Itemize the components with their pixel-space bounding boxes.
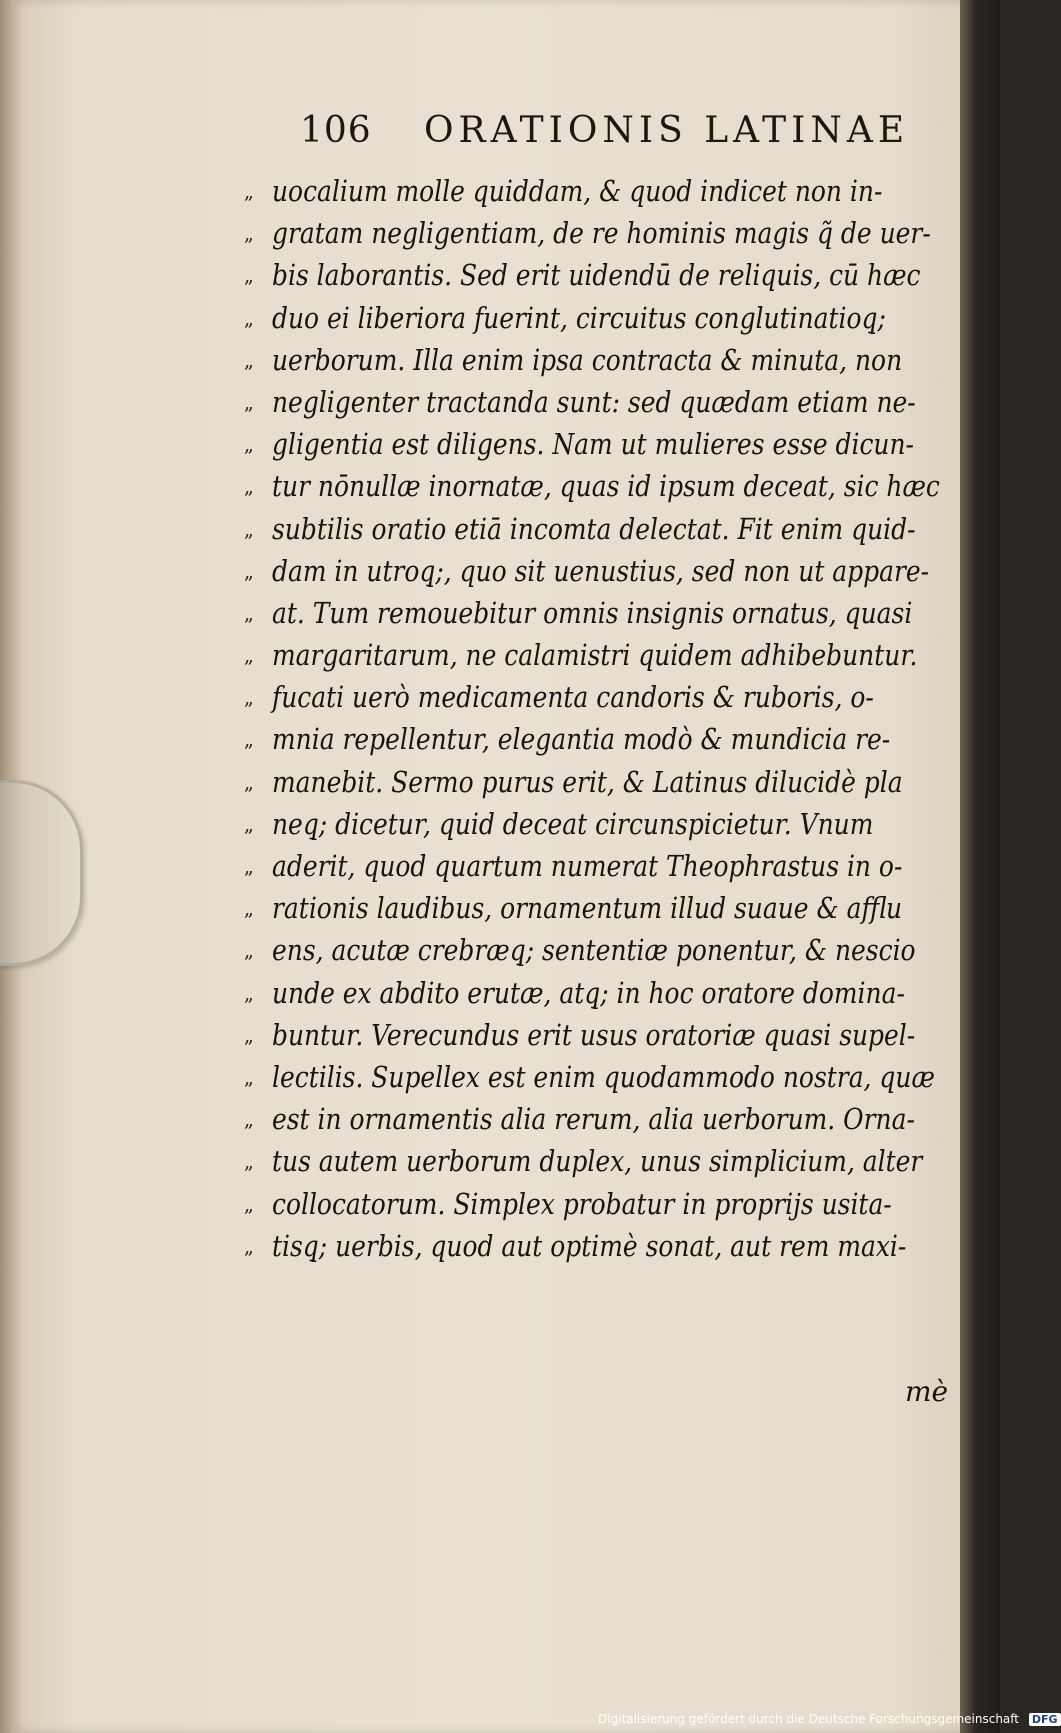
quotation-marker: „ — [244, 432, 254, 457]
line-text: neq̧; dicetur, quid deceat circunspicietur. Vnum — [272, 806, 874, 841]
quotation-marker: „ — [244, 1107, 254, 1132]
text-line — [244, 212, 931, 254]
text-line — [244, 508, 916, 550]
line-text: unde ex abdito erutæ, atq̧; in hoc oratore domina- — [272, 975, 905, 1010]
catchword: mè — [905, 1375, 949, 1408]
text-line — [244, 297, 886, 339]
quotation-marker: „ — [244, 1233, 254, 1258]
quotation-marker: „ — [244, 980, 254, 1005]
text-line — [244, 929, 916, 971]
text-line — [244, 634, 918, 676]
line-text: margaritarum, ne calamistri quidem adhibebuntur. — [272, 638, 918, 673]
line-text: collocatorum. Simplex probatur in proprijs usita- — [272, 1186, 892, 1221]
text-line — [244, 1225, 907, 1267]
quotation-marker: „ — [244, 685, 254, 710]
text-line — [244, 803, 874, 845]
quotation-marker: „ — [244, 1191, 254, 1216]
scan-edge — [960, 0, 1000, 1733]
line-text: lectilis. Supellex est enim quodammodo nostra, quæ — [272, 1059, 935, 1094]
dfg-logo: DFG — [1029, 1713, 1061, 1726]
line-text: tur nōnullæ inornatæ, quas id ipsum deceat, sic hæc — [272, 469, 940, 504]
text-line — [244, 1014, 916, 1056]
line-text: gligentia est diligens. Nam ut mulieres esse dicun- — [272, 427, 914, 462]
quotation-marker: „ — [244, 347, 254, 372]
quotation-marker: „ — [244, 474, 254, 499]
line-text: tisq̧; uerbis, quod aut optimè sonat, aut rem maxi- — [272, 1228, 907, 1263]
text-line — [244, 423, 914, 465]
quotation-marker: „ — [244, 727, 254, 752]
text-line — [244, 972, 905, 1014]
line-text: negligenter tractanda sunt: sed quædam etiam ne- — [272, 384, 916, 419]
line-text: aderit, quod quartum numerat Theophrastus in o- — [272, 849, 903, 883]
credit-text: Digitalisierung gefördert durch die Deutsche Forschungsgemeinschaft — [598, 1712, 1020, 1726]
line-text: gratam negligentiam, de re hominis magis q̃ de uer- — [272, 216, 931, 251]
line-text: ens, acutæ crebræq̧; sententiæ ponentur, & nescio — [272, 933, 916, 968]
line-text: at. Tum remouebitur omnis insignis ornatus, quasi — [272, 595, 913, 630]
text-line — [244, 887, 903, 929]
line-text: tus autem uerborum duplex, unus simplicium, alter — [272, 1144, 923, 1179]
quotation-marker: „ — [244, 811, 254, 836]
line-text: uocalium molle quiddam, & quod indicet non in- — [272, 174, 883, 208]
quotation-marker: „ — [244, 643, 254, 668]
page-holder-clip — [0, 780, 83, 966]
quotation-marker: „ — [244, 854, 254, 878]
quotation-marker: „ — [244, 263, 254, 288]
text-line — [244, 170, 883, 212]
line-text: buntur. Verecundus erit usus oratoriæ quasi supel- — [272, 1017, 916, 1052]
text-line — [244, 1056, 935, 1098]
text-line — [244, 1183, 892, 1225]
text-line — [244, 761, 903, 803]
quotation-marker: „ — [244, 1022, 254, 1047]
body-text — [244, 170, 972, 1267]
line-text: rationis laudibus, ornamentum illud suaue & afflu — [272, 891, 903, 926]
quotation-marker: „ — [244, 769, 254, 794]
quotation-marker: „ — [244, 896, 254, 921]
line-text: uerborum. Illa enim ipsa contracta & minuta, non — [272, 342, 903, 377]
quotation-marker: „ — [244, 516, 254, 541]
line-text: dam in utroq̧;, quo sit uenustius, sed non ut appare- — [272, 553, 930, 588]
line-text: bis laborantis. Sed erit uidendū de reliquis, cū hæc — [272, 258, 921, 293]
line-text: manebit. Sermo purus erit, & Latinus dilucidè pla — [272, 764, 903, 799]
quotation-marker: „ — [244, 1064, 254, 1089]
text-line — [244, 381, 916, 423]
quotation-marker: „ — [244, 305, 254, 330]
line-text: mnia repellentur, elegantia modò & mundicia re- — [272, 722, 891, 757]
line-text: fucati uerò medicamenta candoris & ruboris, o- — [272, 680, 874, 715]
line-text: subtilis oratio etiā incomta delectat. Fit enim quid- — [272, 511, 916, 546]
page-number: 106 — [300, 110, 372, 151]
quotation-marker: „ — [244, 179, 254, 203]
line-text: est in ornamentis alia rerum, alia uerborum. Orna- — [272, 1102, 915, 1137]
page-header — [300, 110, 940, 170]
text-line — [244, 676, 874, 718]
text-line — [244, 718, 891, 760]
quotation-marker: „ — [244, 600, 254, 625]
digitization-credit — [598, 1712, 1061, 1730]
quotation-marker: „ — [244, 389, 254, 414]
quotation-marker: „ — [244, 221, 254, 246]
running-head: ORATIONIS LATINAE — [424, 110, 910, 151]
text-line — [244, 254, 921, 296]
text-line — [244, 845, 903, 887]
quotation-marker: „ — [244, 1149, 254, 1174]
quotation-marker: „ — [244, 558, 254, 583]
text-line — [244, 1140, 923, 1182]
text-line — [244, 339, 903, 381]
line-text: duo ei liberiora fuerint, circuitus conglutinatioq̧; — [272, 300, 886, 335]
text-line — [244, 465, 940, 507]
text-line — [244, 592, 913, 634]
text-line — [244, 550, 930, 592]
quotation-marker: „ — [244, 938, 254, 963]
text-line — [244, 1098, 915, 1140]
